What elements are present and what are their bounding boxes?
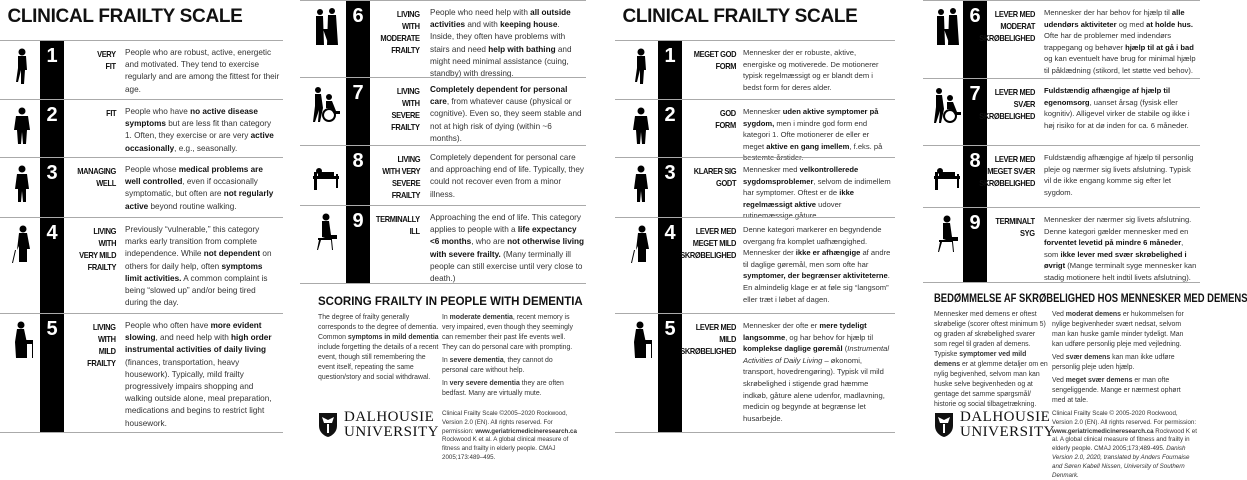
text-segment: Completely dependent for personal care and approaching end of life. Typically, they could not recover even from a minor illness. xyxy=(430,153,584,199)
emphasis-text: symptomer ved mild demens xyxy=(934,351,1027,368)
emphasis-text: alle udendørs aktiviteter xyxy=(1044,8,1185,29)
emphasis-text: not regularly active xyxy=(125,189,274,211)
text-segment: , from whatever cause (physical or cognitive). Even so, they seem stable and not at high risk of dying (within ~6 months). xyxy=(430,97,582,143)
emphasis-text: moderat demens xyxy=(1065,311,1121,318)
level-description xyxy=(1044,85,1198,131)
text-segment: People who have xyxy=(125,107,191,116)
level-description xyxy=(125,164,280,213)
text-segment: In xyxy=(442,380,450,387)
text-segment: and might need minimal assistance (cuing, standby) with dressing. xyxy=(430,44,572,79)
level-description xyxy=(1044,7,1198,77)
emphasis-text: severe dementia xyxy=(449,357,504,364)
emphasis-text: not otherwise living with severe frailty. xyxy=(430,237,585,259)
emphasis-text: uden aktive symptomer på sygdom, xyxy=(743,107,879,128)
text-segment: og kan eventuelt have brug for minimal hjælp til påklædning (stikord, let støtte ved behov). xyxy=(1044,54,1196,75)
frailty-level-row xyxy=(923,207,1200,283)
text-segment: Clinical Frailty Scale ©2005–2020 Rockwood, Version 2.0 (EN). All rights reserved. For permission: xyxy=(442,410,568,435)
emphasis-text: ikke lever med svær skrøbelighed i øvrigt xyxy=(1044,249,1187,271)
text-segment: – økonomi, transport, hovedrengøring). Typisk vil mild skrøbelighed i stigende grad hæmme indkøb, gåture alene udenfor, madlavning, medicin og begynde at begrænse let husarbejde. xyxy=(743,355,885,423)
copyright-notice xyxy=(1052,410,1198,480)
level-description xyxy=(430,152,585,201)
text-segment: and with xyxy=(465,20,501,30)
level-description xyxy=(125,224,280,309)
dementia-paragraph xyxy=(442,313,577,353)
university-name-line2: UNIVERSITY xyxy=(960,424,1055,440)
frailty-level-row xyxy=(615,40,895,99)
level-description xyxy=(1044,152,1198,198)
emphasis-text: life expectancy <6 months xyxy=(430,225,577,247)
level-label: TERMINALLY ILL xyxy=(376,214,420,236)
text-segment: er man ofte sengeliggende. Mange er nærmest ophørt med at tale. xyxy=(1052,377,1181,404)
level-description xyxy=(743,320,891,424)
university-name xyxy=(344,410,439,440)
text-segment: Mennesker xyxy=(743,107,783,116)
level-label: LIVING WITH MODERATE FRAILTY xyxy=(380,9,420,55)
emphasis-text: Completely dependent for personal care xyxy=(430,85,568,107)
emphasis-text: symptoms in mild dementia xyxy=(347,334,439,341)
person-running-icon xyxy=(8,47,36,87)
text-segment: People who need help with xyxy=(430,8,531,17)
text-segment: , and need help with xyxy=(155,333,232,343)
emphasis-text: more evident slowing xyxy=(125,321,262,343)
level-label: VERY FIT xyxy=(97,49,116,71)
university-name-line1: DALHOUSIE xyxy=(344,409,435,425)
emphasis-text: ikke regelmæssigt aktive xyxy=(743,188,855,209)
frailty-level-row xyxy=(615,313,895,433)
level-number: 5 xyxy=(658,314,682,432)
frailty-level-row xyxy=(615,99,895,163)
emphasis-text: www.geriatricmedicineresearch.ca xyxy=(475,427,577,435)
frailty-level-row xyxy=(300,145,586,205)
text-segment: People who are robust, active, energetic and motivated. They tend to exercise regularly and are among the fittest for their age. xyxy=(125,48,280,94)
text-segment: Denne kategori markerer en begyndende overgang fra komplet uafhængighed. Mennesker der xyxy=(743,225,882,258)
text-segment: . Inside, they often have problems with stairs and need xyxy=(430,20,566,54)
dalhousie-logo xyxy=(318,410,439,440)
dementia-left-column xyxy=(934,310,1049,413)
person-in-wheelchair-icon xyxy=(933,85,961,125)
level-number: 6 xyxy=(963,1,987,78)
level-label: LEVER MED SVÆR SKRØBELIGHED xyxy=(979,87,1035,121)
text-segment: Mennesker der er robuste, aktive, energiske og motiverede. De motionerer typisk regelmæssigt og er blandt dem i bedst form for deres alder. xyxy=(743,48,879,92)
level-label: TERMINALT SYG xyxy=(995,216,1035,238)
level-description xyxy=(125,106,280,155)
emphasis-text: high order instrumental activities of daily living xyxy=(125,333,272,355)
level-number: 2 xyxy=(658,100,682,157)
dementia-right-column xyxy=(442,313,577,402)
frailty-level-row xyxy=(0,217,283,313)
level-number: 8 xyxy=(346,146,370,205)
text-segment: Instrumental Activities of Daily Living xyxy=(743,344,890,365)
level-number: 1 xyxy=(40,41,64,99)
text-segment: , even if occasionally symptomatic, but often are xyxy=(125,177,258,199)
text-segment: Clinical Frailty Scale © 2005-2020 Rockwood, Version 2.0 (EN). All rights reserved. For permission: xyxy=(1052,410,1197,426)
level-number: 4 xyxy=(658,218,682,313)
university-crest-icon xyxy=(318,412,338,438)
dementia-right-column xyxy=(1052,310,1192,409)
text-segment: Mennesker med xyxy=(743,165,800,174)
level-description xyxy=(743,224,891,305)
dementia-paragraph xyxy=(1052,353,1192,373)
level-number: 5 xyxy=(40,314,64,432)
level-number: 7 xyxy=(346,78,370,145)
text-segment: er at glemme detaljer om en nylig begivenhed, selvom man kan huske selve begivenheden og at gentage det samme spørgsmål/ historie og social tilbagetrækning. xyxy=(934,361,1048,408)
level-description xyxy=(743,47,891,93)
frailty-level-row xyxy=(0,157,283,217)
text-segment: , og har behov for hjælp til xyxy=(785,332,874,342)
dementia-section-title: BEDØMMELSE AF SKRØBELIGHED HOS MENNESKER MED DEMENS xyxy=(934,293,1247,305)
frailty-level-row xyxy=(300,77,586,145)
person-in-wheelchair-icon xyxy=(312,84,340,124)
text-segment: udover rutinemæssige gåture. xyxy=(743,199,842,221)
text-segment: In xyxy=(442,357,450,364)
level-number: 6 xyxy=(346,1,370,77)
text-segment: , selvom de indimellem har symptomer. Oftest er de xyxy=(743,176,891,198)
text-segment: they are often bedfast. Many are virtually mute. xyxy=(442,380,564,397)
text-segment: Mennesker der nærmer sig livets afslutning. Denne kategori gælder mennesker med en xyxy=(1044,215,1192,236)
person-in-bed-icon xyxy=(312,152,340,192)
dementia-paragraph xyxy=(318,313,443,383)
level-number: 1 xyxy=(658,41,682,99)
emphasis-text: svær demens xyxy=(1065,354,1111,361)
text-segment: Approaching the end of life. This category applies to people with a xyxy=(430,213,581,235)
text-segment: og med xyxy=(1116,19,1147,29)
dementia-paragraph xyxy=(442,379,577,399)
emphasis-text: symptomer, der begrænser aktiviteterne xyxy=(743,271,888,281)
level-description xyxy=(125,47,280,96)
person-in-bed-icon xyxy=(933,152,961,192)
frailty-level-row xyxy=(0,313,283,433)
level-label: LEVER MED MODERAT SKRØBELIGHED xyxy=(979,9,1035,43)
person-running-icon xyxy=(627,47,655,87)
dementia-paragraph xyxy=(1052,376,1192,406)
english-scale-panel xyxy=(0,0,600,461)
frailty-level-row xyxy=(300,205,586,284)
emphasis-text: hjælp til at gå i bad xyxy=(1125,42,1194,52)
level-label: MANAGING WELL xyxy=(77,166,116,188)
emphasis-text: symptoms limit activities. xyxy=(125,261,263,283)
emphasis-text: moderate dementia xyxy=(449,314,513,321)
university-crest-icon xyxy=(934,412,954,438)
dementia-paragraph xyxy=(442,356,577,376)
page-title: CLINICAL FRAILTY SCALE xyxy=(7,6,243,27)
level-number: 9 xyxy=(963,208,987,282)
emphasis-text: no active disease symptoms xyxy=(125,107,258,129)
text-segment: (finances, transportation, heavy housework). Typically, mild frailty progressively impairs shopping and walking outside alone, meal preparation, medications and begins to restrict light housework. xyxy=(125,357,272,428)
text-segment: Ofte har de problemer med indendørs trappegang og behøver xyxy=(1044,31,1172,52)
dementia-section-title: SCORING FRAILTY IN PEOPLE WITH DEMENTIA xyxy=(318,296,583,308)
text-segment: er hukommelsen for nylige begivenheder svært nedsat, selvom man kan huske gamle minder tydeligt. Man kan udføre personlig pleje med vejledning. xyxy=(1052,311,1184,348)
level-number: 8 xyxy=(963,146,987,207)
level-label: MEGET GOD FORM xyxy=(693,49,736,71)
text-segment: Mennesker der har behov for hjælp til xyxy=(1044,8,1172,17)
text-segment: , uanset årsag (fysisk eller kognitiv). Alligevel virker de stabile og ikke i høj risiko for at dø inden for ca. 6 måneder. xyxy=(1044,97,1190,130)
text-segment: Mennesker der ofte er xyxy=(743,321,820,330)
dementia-paragraph xyxy=(934,310,1049,410)
level-description xyxy=(743,106,891,164)
text-segment: (Many terminally ill people can still exercise until very close to death.) xyxy=(430,249,583,284)
emphasis-text: ikke er afhængige xyxy=(795,248,861,258)
emphasis-text: Fuldstændig afhængige af hjælp til egenomsorg xyxy=(1044,86,1171,107)
text-segment: , f.eks. på bestemte årstider. xyxy=(743,141,883,163)
level-label: FIT xyxy=(105,108,116,118)
text-segment: include forgetting the details of a recent event, though still remembering the event itself, repeating the same question/story and social withdrawal. xyxy=(318,344,439,381)
text-segment: Rockwood K et al. A global clinical measure of fitness and frailty in elderly people. CMAJ 2005;173:489–495. xyxy=(442,436,569,461)
emphasis-text: aktive en gang imellem xyxy=(766,141,850,151)
level-label: LEVER MED MILD SKRØBELIGHED xyxy=(680,322,736,356)
person-with-walker-icon xyxy=(627,320,655,360)
level-label: LIVING WITH MILD FRAILTY xyxy=(87,322,116,368)
emphasis-text: not dependent xyxy=(203,249,261,259)
frailty-level-row xyxy=(615,217,895,313)
level-description xyxy=(430,212,585,285)
level-label: KLARER SIG GODT xyxy=(693,166,736,188)
frailty-level-row xyxy=(0,99,283,157)
university-name xyxy=(960,410,1055,440)
level-description xyxy=(743,164,891,222)
emphasis-text: komplekse daglige gøremål xyxy=(743,344,843,354)
person-with-cane-icon xyxy=(8,224,36,264)
emphasis-text: www.geriatricmedicineresearch.ca xyxy=(1052,427,1154,435)
dalhousie-logo xyxy=(934,410,1055,440)
emphasis-text: all outside activities xyxy=(430,8,571,30)
level-number: 3 xyxy=(658,158,682,217)
person-assisted-walking-icon xyxy=(933,7,961,47)
text-segment: A common complaint is being “slowed up” and/or being tired during the day. xyxy=(125,273,268,308)
text-segment: . En almindelig klage er at føle sig “langsom” eller træt i løbet af dagen. xyxy=(743,271,890,304)
person-standing-icon xyxy=(8,164,36,204)
text-segment: , recent memory is very impaired, even though they seemingly can remember their past life events well. They can do personal care with prompting. xyxy=(442,314,573,351)
person-assisted-walking-icon xyxy=(312,7,340,47)
emphasis-text: meget svær demens xyxy=(1065,377,1133,384)
dementia-paragraph xyxy=(1052,310,1192,350)
emphasis-text: keeping house xyxy=(500,20,558,30)
level-label: LIVING WITH VERY MILD FRAILTY xyxy=(78,226,116,272)
level-label: LIVING WITH SEVERE FRAILTY xyxy=(391,86,420,132)
person-seated-icon xyxy=(312,212,340,252)
emphasis-text: help with bathing xyxy=(488,44,556,54)
text-segment: ( xyxy=(842,344,848,354)
level-label: GOD FORM xyxy=(715,108,736,130)
text-segment: Previously “vulnerable,” this category marks early transition from complete independence. While xyxy=(125,225,260,259)
text-segment: Danish Version 2.0, 2020, translated by Anders Fournaise and Søren Kabell Nissen, University of Southern Denmark. xyxy=(1052,445,1190,479)
emphasis-text: at holde hus. xyxy=(1146,19,1193,29)
level-description xyxy=(1044,214,1198,284)
text-segment: The degree of frailty generally corresponds to the degree of dementia. Common xyxy=(318,314,439,341)
level-description xyxy=(125,320,280,430)
emphasis-text: very severe dementia xyxy=(449,380,520,387)
emphasis-text: medical problems are well controlled xyxy=(125,165,263,187)
emphasis-text: forventet levetid på mindre 6 måneder xyxy=(1044,238,1182,248)
page-title: CLINICAL FRAILTY SCALE xyxy=(622,6,858,27)
frailty-level-row xyxy=(923,78,1200,145)
level-number: 7 xyxy=(963,79,987,145)
text-segment: af andre til daglige gøremål, men som ofte har xyxy=(743,248,891,269)
text-segment: Ved xyxy=(1052,354,1066,361)
emphasis-text: velkontrollerede sygdomsproblemer xyxy=(743,165,859,186)
level-description xyxy=(430,84,585,145)
level-label: LEVER MED MEGET MILD SKRØBELIGHED xyxy=(680,226,736,260)
text-segment: , who are xyxy=(471,237,508,247)
text-segment: , they cannot do personal care without help. xyxy=(442,357,553,374)
frailty-level-row xyxy=(923,145,1200,207)
university-name-line1: DALHOUSIE xyxy=(960,409,1051,425)
text-segment: (Mange terminalt syge mennesker kan stadig motionere helt indtil livets afslutning). xyxy=(1044,261,1197,282)
level-label: LEVER MED MEGET SVÆR SKRØBELIGHED xyxy=(979,154,1035,188)
text-segment: People whose xyxy=(125,165,179,174)
frailty-level-row xyxy=(923,0,1200,78)
danish-scale-panel xyxy=(600,0,1247,479)
text-segment: Mennesker med demens er oftest skrøbelige (scorer oftest minimum 5) og graden af skrøbelighed svarer som regel til graden af demens. Typiske xyxy=(934,311,1046,358)
emphasis-text: active occasionally xyxy=(125,131,274,153)
level-number: 2 xyxy=(40,100,64,157)
text-segment: but are less fit than category 1. Often, they exercise or are very xyxy=(125,119,272,141)
text-segment: on others for daily help, often xyxy=(125,249,272,271)
text-segment: men i mindre god form end kategori 1. Ofte motionerer de eller er meget xyxy=(743,118,870,151)
text-segment: In xyxy=(442,314,450,321)
person-walking-icon xyxy=(627,106,655,146)
person-seated-icon xyxy=(933,214,961,254)
university-name-line2: UNIVERSITY xyxy=(344,424,439,440)
frailty-level-row xyxy=(0,40,283,99)
frailty-level-row xyxy=(300,0,586,77)
text-segment: Ved xyxy=(1052,311,1066,318)
text-segment: , e.g., seasonally. xyxy=(174,143,238,153)
text-segment: People who often have xyxy=(125,321,211,330)
level-label: LIVING WITH VERY SEVERE FRAILTY xyxy=(382,154,420,200)
level-number: 9 xyxy=(346,206,370,283)
text-segment: Fuldstændig afhængige af hjælp til personlig pleje og nærmer sig livets afslutning. Typisk vil de ikke engang komme sig efter let sygdom. xyxy=(1044,153,1194,197)
person-with-cane-icon xyxy=(627,224,655,264)
text-segment: kan man ikke udføre personlig pleje uden hjælp. xyxy=(1052,354,1175,371)
level-description xyxy=(430,7,585,80)
copyright-notice xyxy=(442,410,582,463)
level-number: 4 xyxy=(40,218,64,313)
text-segment: , som xyxy=(1044,238,1184,259)
frailty-level-row xyxy=(615,157,895,221)
text-segment: beyond routine walking. xyxy=(148,201,237,211)
text-segment: Rockwood K et al. A global clinical measure of fitness and frailty in elderly people. CMAJ 2005;173;489-495. xyxy=(1052,427,1197,453)
person-walking-icon xyxy=(8,106,36,146)
dementia-left-column xyxy=(318,313,443,386)
person-standing-icon xyxy=(627,164,655,204)
level-number: 3 xyxy=(40,158,64,217)
person-with-walker-icon xyxy=(8,320,36,360)
text-segment: Ved xyxy=(1052,377,1066,384)
emphasis-text: mere tydeligt langsomme xyxy=(743,321,867,342)
